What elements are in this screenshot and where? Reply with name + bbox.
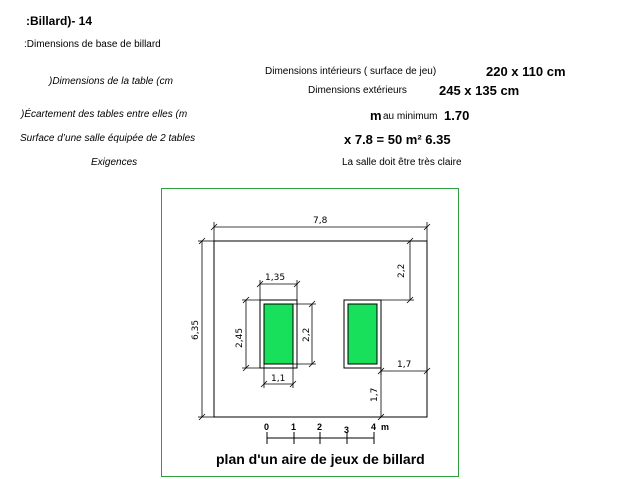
spacing-min-label: au minimum	[383, 111, 438, 122]
bottom-clearance-label: 1,7	[370, 387, 380, 402]
top-clearance-label: 2,2	[397, 263, 407, 278]
scale-tick-0: 0	[264, 422, 270, 432]
requirement-value: La salle doit être très claire	[342, 157, 462, 168]
label-room-area: Surface d’une salle équipée de 2 tables	[20, 133, 196, 144]
spacing-value: 1.70	[444, 108, 470, 123]
side-clearance-label: 1,7	[397, 360, 412, 370]
scale-bar	[267, 432, 374, 444]
left-table-felt	[264, 304, 293, 364]
label-table-dimensions: )Dimensions de la table (cm	[49, 76, 173, 87]
subtitle: :Dimensions de base de billard	[24, 39, 161, 50]
plan-title: plan d'un aire de jeux de billard	[216, 451, 425, 467]
table-outer-height-label: 2,45	[235, 327, 245, 348]
table-inner-width-label: 1,1	[271, 374, 286, 384]
room-height-label: 6,35	[191, 319, 201, 340]
exterior-dimensions-value: 245 x 135 cm	[439, 83, 520, 98]
table-inner-height-label: 2,2	[302, 327, 312, 342]
right-table-felt	[348, 304, 377, 364]
table-outer-width-dimension	[257, 280, 300, 300]
scale-tick-3: 3	[344, 425, 350, 435]
exterior-dimensions-label: Dimensions extérieurs	[308, 85, 407, 96]
label-table-spacing: )Écartement des tables entre elles (m	[21, 109, 188, 120]
interior-dimensions-label: Dimensions intérieurs ( surface de jeu)	[265, 66, 437, 77]
scale-unit: m	[381, 422, 390, 432]
scale-tick-4: 4	[371, 422, 377, 432]
scale-tick-2: 2	[317, 422, 323, 432]
spacing-unit: m	[370, 108, 382, 123]
page-title: :Billard)- 14	[26, 14, 93, 28]
interior-dimensions-value: 220 x 110 cm	[486, 64, 566, 79]
scale-tick-1: 1	[291, 422, 297, 432]
label-requirements: Exigences	[91, 157, 138, 168]
room-width-label: 7,8	[313, 216, 328, 226]
table-outer-width-label: 1,35	[265, 273, 286, 283]
area-value: x 7.8 = 50 m² 6.35	[344, 132, 451, 147]
